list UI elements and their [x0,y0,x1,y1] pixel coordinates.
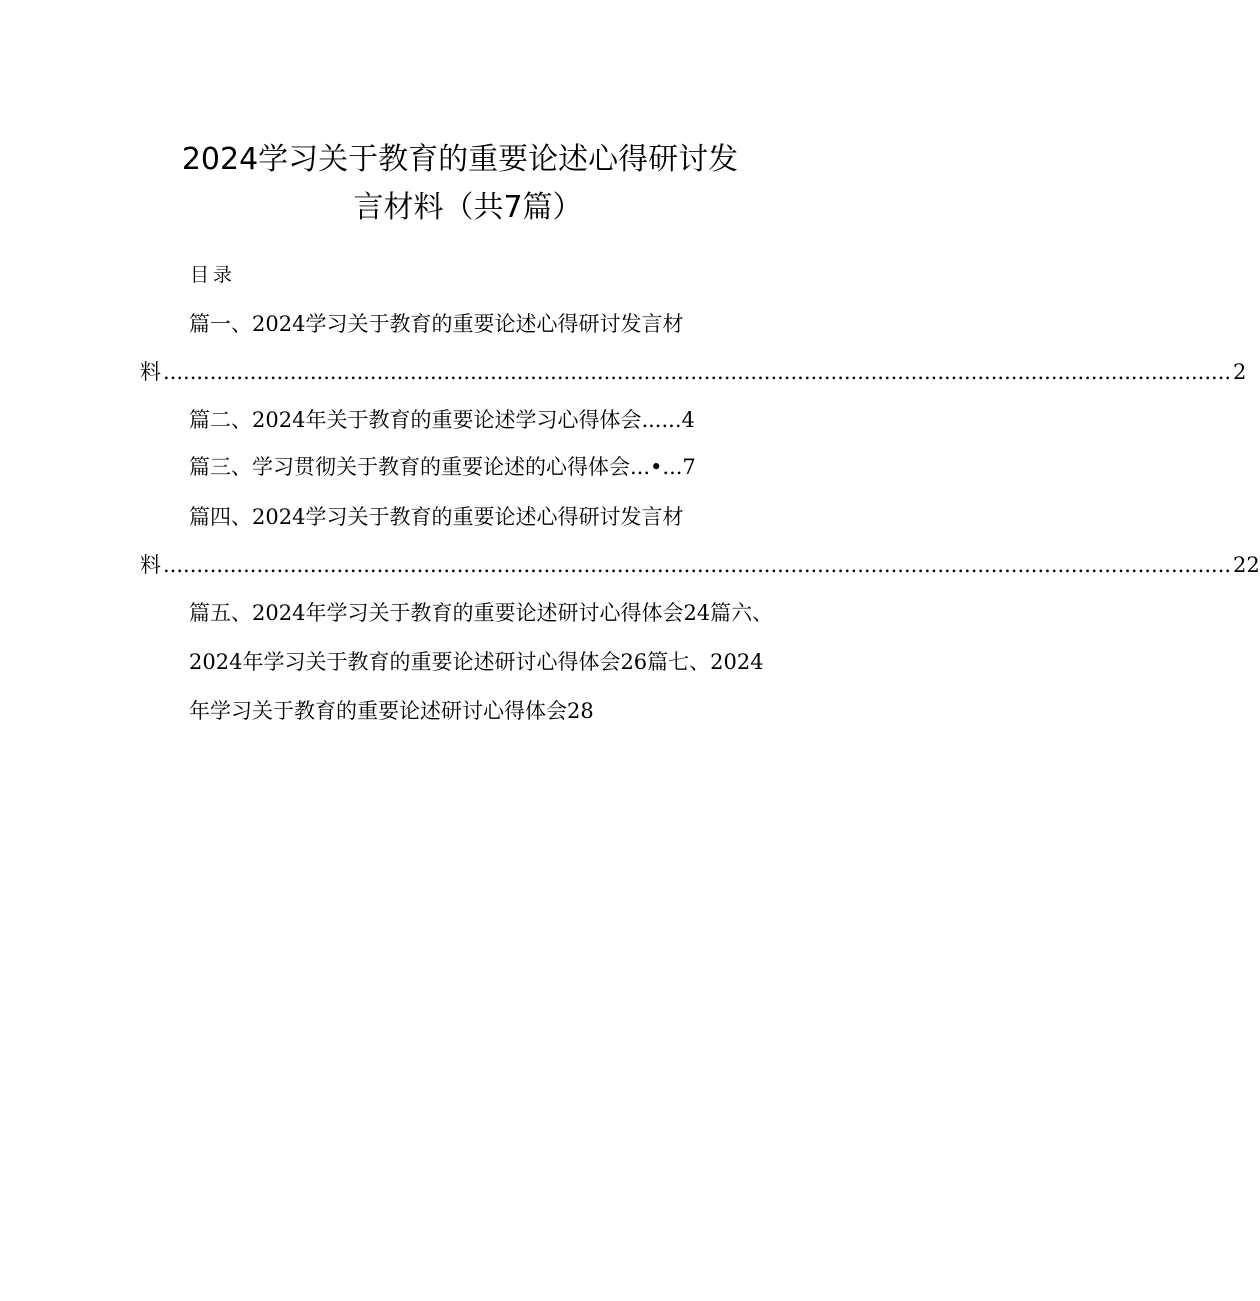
document-title-line-2: 言材料（共7篇） [353,190,583,225]
toc-entry-4-tail: 料 [140,553,161,577]
toc-leader-dots: ................................................................................................................................................................ [163,553,1232,577]
toc-entry-1-tail: 料 [140,360,161,384]
toc-entry-3[interactable]: 篇三、学习贯彻关于教育的重要论述的心得体会...•...7 [189,455,696,479]
document-title-line-1: 2024学习关于教育的重要论述心得研讨发 [181,142,739,177]
toc-entry-4-line-1[interactable]: 篇四、2024学习关于教育的重要论述心得研讨发言材 [189,505,684,529]
toc-entry-1-line-2[interactable] [140,358,1247,386]
toc-entries-6-7-line-2[interactable]: 2024年学习关于教育的重要论述研讨心得体会26篇七、2024 [189,650,764,674]
toc-entry-1-page-number: 2 [1233,360,1247,384]
toc-entry-1-line-1[interactable]: 篇一、2024学习关于教育的重要论述心得研讨发言材 [189,312,684,336]
toc-entry-4-line-2[interactable] [140,551,1260,579]
toc-heading: 目录 [190,264,237,286]
toc-entry-4-page-number: 22 [1233,553,1260,577]
toc-entry-7-line-3[interactable]: 年学习关于教育的重要论述研讨心得体会28 [189,699,594,723]
toc-entries-5-6-line-1[interactable]: 篇五、2024年学习关于教育的重要论述研讨心得体会24篇六、 [189,601,774,625]
toc-leader-dots: ................................................................................................................................................................ [163,360,1232,384]
toc-entry-2[interactable]: 篇二、2024年关于教育的重要论述学习心得体会......4 [189,408,695,432]
